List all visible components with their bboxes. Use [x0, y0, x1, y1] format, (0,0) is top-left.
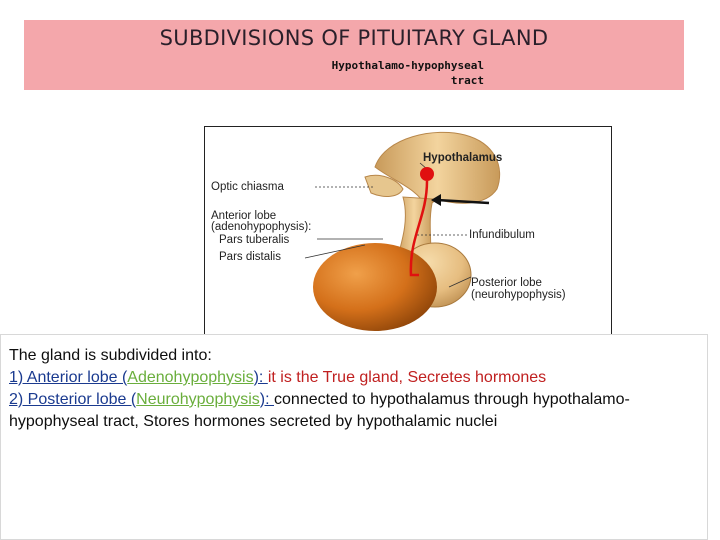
description-text-box	[0, 334, 708, 540]
label-anterior-lobe: Anterior lobe	[211, 210, 277, 222]
item1-term: Adenohypophysis	[127, 369, 254, 386]
label-optic-chiasma: Optic chiasma	[211, 181, 284, 193]
label-posterior-lobe: Posterior lobe	[471, 277, 542, 289]
label-infundibulum: Infundibulum	[469, 229, 535, 241]
tract-label-line2: tract	[450, 74, 484, 87]
tract-label	[284, 58, 484, 88]
tract-origin-marker	[420, 167, 434, 181]
item1-prefix: 1) Anterior lobe (	[9, 369, 128, 386]
tract-label-line1: Hypothalamo-hypophyseal	[331, 59, 484, 72]
label-pars-tuberalis: Pars tuberalis	[219, 234, 290, 246]
item1-description: it is the True gland, Secretes hormones	[267, 369, 547, 386]
item-posterior-lobe	[9, 389, 699, 433]
label-pars-distalis: Pars distalis	[219, 251, 281, 263]
item2-suffix: ):	[259, 391, 275, 408]
item-anterior-lobe	[9, 367, 699, 389]
item2-prefix: 2) Posterior lobe (	[9, 391, 137, 408]
anterior-lobe-shape	[313, 243, 437, 331]
item2-description: connected to hypothalamus through hypothalamo-hypophyseal tract, Stores hormones secreted by hypothalamic nuclei	[9, 391, 630, 430]
slide-title: SUBDIVISIONS OF PITUITARY GLAND	[159, 26, 549, 50]
label-adenohypophysis: (adenohypophysis):	[211, 221, 312, 233]
intro-line: The gland is subdivided into:	[9, 347, 212, 364]
item2-term: Neurohypophysis	[136, 391, 260, 408]
label-neurohypophysis: (neurohypophysis)	[471, 289, 566, 301]
label-hypothalamus: Hypothalamus	[423, 152, 503, 164]
pituitary-diagram	[204, 126, 612, 336]
item1-suffix: ):	[253, 369, 268, 386]
